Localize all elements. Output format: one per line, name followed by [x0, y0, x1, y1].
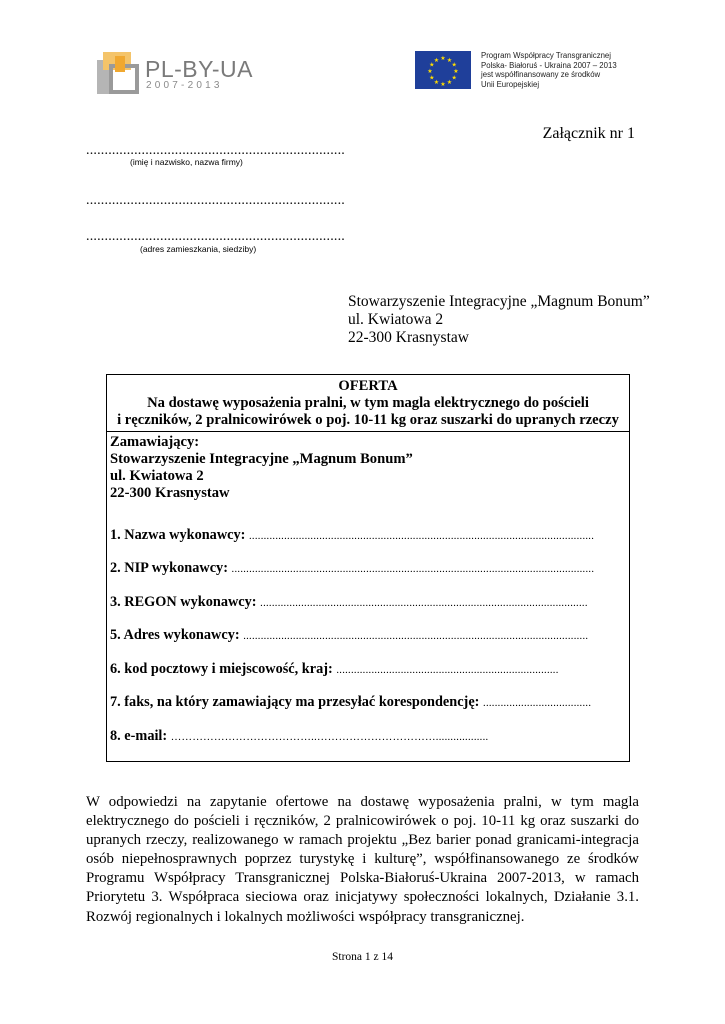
field-label: 6. kod pocztowy i miejscowość, kraj:	[110, 661, 333, 677]
field-fill: …………………………………..……………………………..................	[170, 732, 489, 743]
svg-text:★: ★	[453, 68, 459, 75]
recipient-street: ul. Kwiatowa 2	[348, 311, 444, 328]
field-postal-code[interactable]	[110, 661, 626, 678]
field-fill: .....................................	[483, 698, 592, 709]
extra-dotted-line: ......................................................................	[86, 193, 345, 208]
field-fill: ................................................................................................................	[260, 598, 588, 609]
svg-text:★: ★	[433, 79, 440, 87]
svg-text:★: ★	[429, 61, 435, 69]
orderer-name: Stowarzyszenie Integracyjne „Magnum Bonum”	[110, 451, 413, 467]
annex-label: Załącznik nr 1	[542, 125, 635, 142]
name-dotted-line: ......................................................................	[86, 143, 345, 158]
field-label: 1. Nazwa wykonawcy:	[110, 527, 246, 543]
orderer-label: Zamawiający:	[110, 434, 200, 450]
field-address[interactable]	[110, 627, 626, 644]
logo-years: 2007-2013	[146, 80, 223, 91]
address-dotted-line: ......................................................................	[86, 229, 345, 244]
offer-header	[106, 374, 630, 432]
orderer-street: ul. Kwiatowa 2	[110, 468, 204, 484]
logo-name: PL-BY-UA	[145, 56, 253, 82]
offer-title: OFERTA	[338, 378, 398, 394]
name-caption: (imię i nazwisko, nazwa firmy)	[130, 157, 243, 167]
field-fill: ............................................................................	[336, 665, 559, 676]
field-fill: ............................................................................................................................	[231, 564, 595, 575]
eu-note-line: Program Współpracy Transgranicznej	[481, 51, 611, 60]
offer-subtitle-2: i ręczników, 2 pralnicowirówek o poj. 10-11 kg oraz suszarki do upranych rzeczy	[117, 412, 619, 428]
svg-text:★: ★	[440, 55, 446, 62]
program-logo-icon	[97, 52, 143, 98]
eu-funding-note	[481, 51, 617, 89]
svg-text:★: ★	[433, 56, 440, 64]
field-label: 5. Adres wykonawcy:	[110, 627, 240, 643]
eu-flag-icon	[415, 51, 471, 89]
svg-text:★: ★	[440, 81, 446, 88]
page-number: Strona 1 z 14	[331, 951, 393, 963]
field-regon[interactable]	[110, 594, 626, 611]
recipient-name: Stowarzyszenie Integracyjne „Magnum Bonum”	[348, 293, 650, 310]
field-label: 8. e-mail:	[110, 728, 168, 744]
svg-text:★: ★	[446, 56, 453, 64]
field-label: 3. REGON wykonawcy:	[110, 594, 257, 610]
address-caption: (adres zamieszkania, siedziby)	[140, 244, 257, 254]
field-fill: ......................................................................................................................	[243, 631, 589, 642]
svg-text:★: ★	[429, 74, 435, 82]
eu-note-line: Polska- Białoruś - Ukraina 2007 – 2013	[481, 60, 617, 70]
svg-text:★: ★	[451, 74, 457, 82]
field-fill: ......................................................................................................................	[249, 531, 595, 542]
orderer-city: 22-300 Krasnystaw	[110, 485, 230, 501]
field-email[interactable]	[110, 728, 626, 745]
offer-paragraph: W odpowiedzi na zapytanie ofertowe na dostawę wyposażenia pralni, w tym magla elektrycznego do pościeli i ręczników, 2 pralnicowirówek o poj. 10-11 kg oraz suszarki do upranych rzeczy, realizowanego w ramach projektu „Bez barier ponad granicami-integracja osób niepełnosprawnych poprzez turystykę i kulturę”, współfinansowanego ze środków Programu Współpracy Transgranicznej Polska-Białoruś-Ukraina 2007-2013, w ramach Priorytetu 3. Współpraca sieciowa oraz inicjatywy społeczności lokalnych, Działanie 3.1. Rozwój regionalnych i lokalnych możliwości współpracy transgranicznej.	[86, 794, 639, 925]
field-nip[interactable]	[110, 560, 626, 577]
svg-text:★: ★	[446, 79, 453, 87]
eu-note-line: jest współfinansowany ze środków	[481, 70, 601, 79]
recipient-city: 22-300 Krasnystaw	[348, 329, 469, 346]
field-fax[interactable]	[110, 694, 626, 711]
eu-note-line: Unii Europejskiej	[481, 79, 540, 89]
field-label: 7. faks, na który zamawiający ma przesyłać korespondencję:	[110, 694, 480, 710]
svg-text:★: ★	[451, 61, 457, 69]
offer-subtitle-1: Na dostawę wyposażenia pralni, w tym magla elektrycznego do pościeli	[147, 395, 589, 411]
field-contractor-name[interactable]	[110, 527, 626, 544]
svg-text:★: ★	[427, 68, 433, 75]
field-label: 2. NIP wykonawcy:	[110, 560, 228, 576]
